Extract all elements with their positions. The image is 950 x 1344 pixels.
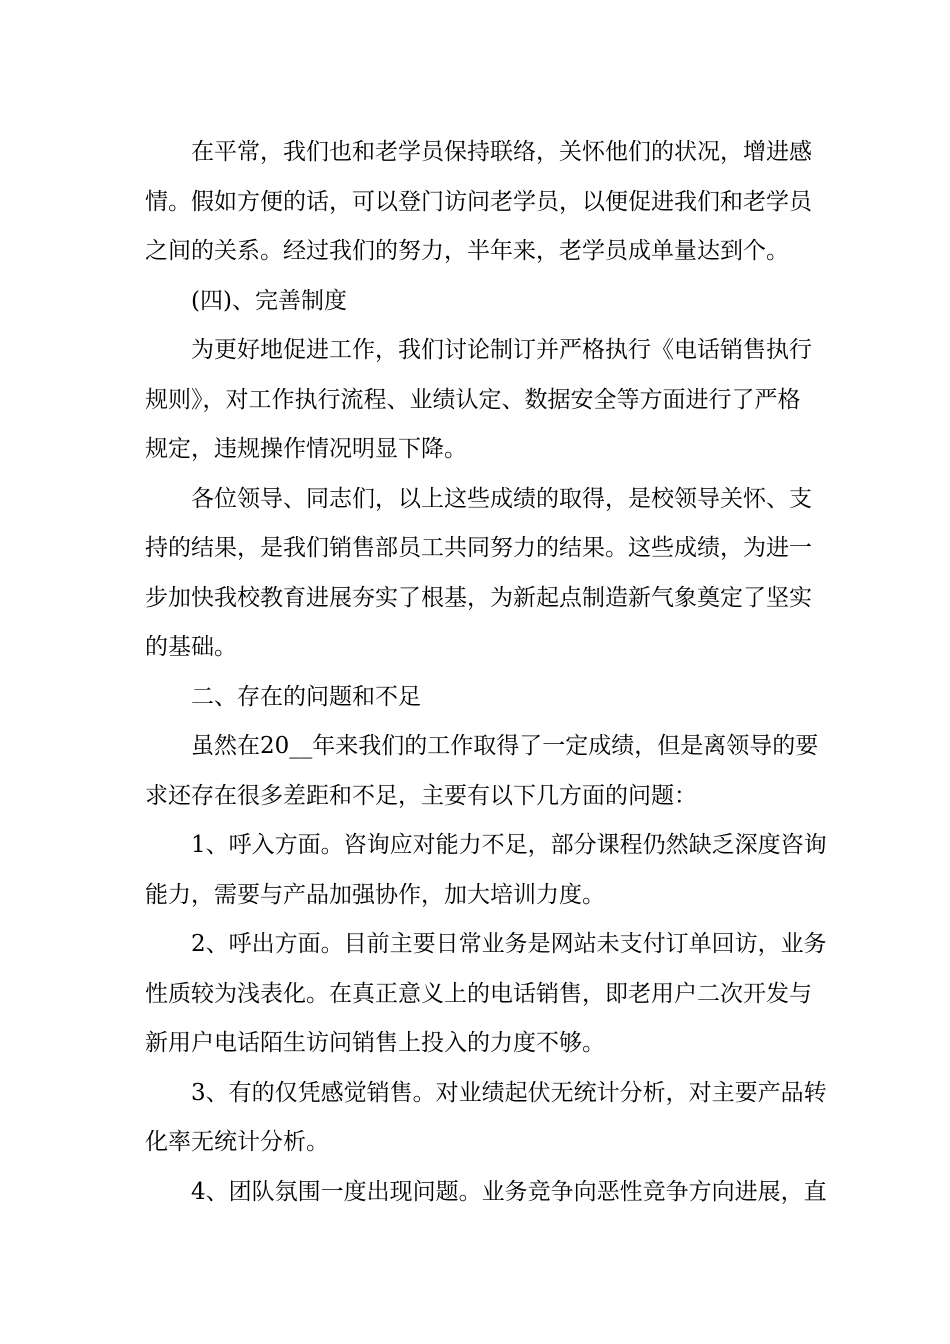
heading-text: (四)、完善制度: [191, 287, 347, 314]
paragraph-intuition-sales: [145, 1069, 827, 1168]
paragraph-team-atmosphere: [145, 1168, 827, 1218]
paragraph-inbound: [145, 821, 827, 920]
paragraph-problems-intro: [145, 722, 819, 821]
text-line: 4、团队氛围一度出现问题。业务竞争向恶性竞争方向进展，直: [191, 1178, 827, 1205]
text-line: 2、呼出方面。目前主要日常业务是网站未支付订单回访，业务: [191, 931, 827, 957]
text-line: 求还存在很多差距和不足，主要有以下几方面的问题：: [145, 782, 697, 809]
text-line: 情。假如方便的话，可以登门访问老学员，以便促进我们和老学员: [145, 188, 812, 215]
heading-problems: [145, 673, 807, 723]
text-line: 性质较为浅表化。在真正意义上的电话销售，即老用户二次开发与: [145, 980, 812, 1007]
heading-improve-system: [145, 277, 807, 327]
text-line: 步加快我校教育进展夯实了根基，为新起点制造新气象奠定了坚实: [145, 584, 812, 611]
heading-text: 二、存在的问题和不足: [191, 683, 421, 710]
paragraph-keep-contact: [145, 128, 812, 277]
text-line: 持的结果，是我们销售部员工共同努力的结果。这些成绩，为进一: [145, 535, 812, 561]
text-line: 在平常，我们也和老学员保持联络，关怀他们的状况，增进感: [191, 139, 812, 165]
paragraph-outbound: [145, 920, 827, 1069]
text-line: 之间的关系。经过我们的努力，半年来，老学员成单量达到个。: [145, 238, 789, 264]
text-line: 新用户电话陌生访问销售上投入的力度不够。: [145, 1030, 605, 1056]
text-line: 3、有的仅凭感觉销售。对业绩起伏无统计分析，对主要产品转: [191, 1079, 827, 1106]
paragraph-achievements: [145, 475, 812, 673]
text-line: 的基础。: [145, 634, 237, 660]
text-line: 化率无统计分析。: [145, 1129, 329, 1155]
text-line: 为更好地促进工作，我们讨论制订并严格执行《电话销售执行: [191, 337, 812, 363]
paragraph-rules: [145, 326, 812, 475]
text-line: 规则》，对工作执行流程、业绩认定、数据安全等方面进行了严格: [145, 386, 801, 413]
text-line: 各位领导、同志们，以上这些成绩的取得，是校领导关怀、支: [191, 485, 812, 512]
text-line: 规定，违规操作情况明显下降。: [145, 436, 467, 462]
text-line: 能力，需要与产品加强协作，加大培训力度。: [145, 881, 605, 908]
text-line: 1、呼入方面。咨询应对能力不足，部分课程仍然缺乏深度咨询: [191, 832, 827, 858]
text-line: 虽然在20__年来我们的工作取得了一定成绩，但是离领导的要: [191, 733, 819, 759]
document-body: [145, 128, 827, 1217]
